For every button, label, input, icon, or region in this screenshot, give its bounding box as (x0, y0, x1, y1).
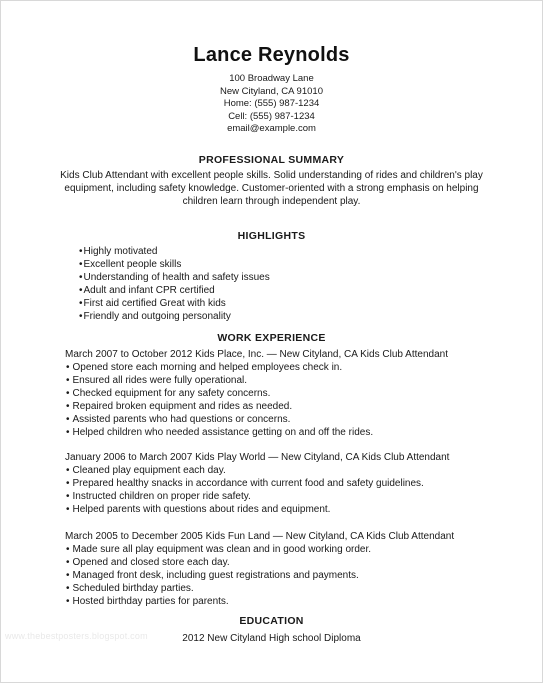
highlight-item: • Friendly and outgoing personality (79, 310, 270, 323)
job-duty: • Helped parents with questions about rides and equipment. (65, 503, 485, 516)
job-duty: • Assisted parents who had questions or concerns. (65, 413, 485, 426)
job-duties (65, 543, 485, 608)
job-duty: • Prepared healthy snacks in accordance with current food and safety guidelines. (65, 477, 485, 490)
address-line-1: 100 Broadway Lane (229, 73, 314, 84)
job-duties (65, 464, 485, 516)
highlights-list (79, 245, 270, 323)
job-duty: • Ensured all rides were fully operational. (65, 374, 485, 387)
highlight-item: • Excellent people skills (79, 258, 270, 271)
home-phone: Home: (555) 987-1234 (223, 98, 320, 110)
job-duty: • Made sure all play equipment was clean and in good working order. (65, 543, 485, 556)
education-heading: EDUCATION (239, 615, 304, 627)
highlight-item: • First aid certified Great with kids (79, 297, 270, 310)
job-duty: • Hosted birthday parties for parents. (65, 595, 485, 608)
job-duty: • Instructed children on proper ride safety. (65, 490, 485, 503)
job-duty: • Checked equipment for any safety concerns. (65, 387, 485, 400)
address-line-2: New Cityland, CA 91010 (220, 85, 323, 97)
job-entry (65, 451, 485, 516)
highlight-item: • Highly motivated (79, 245, 270, 258)
job-duty: • Cleaned play equipment each day. (65, 464, 485, 477)
job-heading: March 2007 to October 2012 Kids Place, Inc. — New Cityland, CA Kids Club Attendant (65, 349, 448, 360)
job-duty: • Opened store each morning and helped employees check in. (65, 361, 485, 374)
job-duty: • Managed front desk, including guest registrations and payments. (65, 569, 485, 582)
job-duty: • Helped children who needed assistance getting on and off the rides. (65, 426, 485, 439)
job-entry (65, 530, 485, 608)
summary-text: Kids Club Attendant with excellent people skills. Solid understanding of rides and children's play equipment, including safety knowledge. Customer-oriented with a strong emphasis on helping children learn through independent play. (60, 170, 483, 207)
job-heading: January 2006 to March 2007 Kids Play World — New Cityland, CA Kids Club Attendant (65, 452, 450, 463)
email: email@example.com (227, 123, 316, 135)
education-entry: 2012 New Cityland High school Diploma (182, 633, 361, 644)
watermark: www.thebestposters.blogspot.com (5, 631, 148, 641)
job-duty: • Repaired broken equipment and rides as needed. (65, 400, 485, 413)
cell-phone: Cell: (555) 987-1234 (228, 110, 315, 122)
contact-block (1, 73, 542, 136)
job-entry (65, 348, 485, 439)
highlights-heading: HIGHLIGHTS (237, 230, 306, 242)
highlight-item: • Adult and infant CPR certified (79, 284, 270, 297)
experience-heading: WORK EXPERIENCE (217, 332, 326, 344)
applicant-name: Lance Reynolds (193, 44, 350, 66)
summary-heading: PROFESSIONAL SUMMARY (198, 154, 345, 166)
job-duty: • Scheduled birthday parties. (65, 582, 485, 595)
highlight-item: • Understanding of health and safety issues (79, 271, 270, 284)
job-duty: • Opened and closed store each day. (65, 556, 485, 569)
job-heading: March 2005 to December 2005 Kids Fun Land — New Cityland, CA Kids Club Attendant (65, 531, 455, 542)
job-duties (65, 361, 485, 439)
